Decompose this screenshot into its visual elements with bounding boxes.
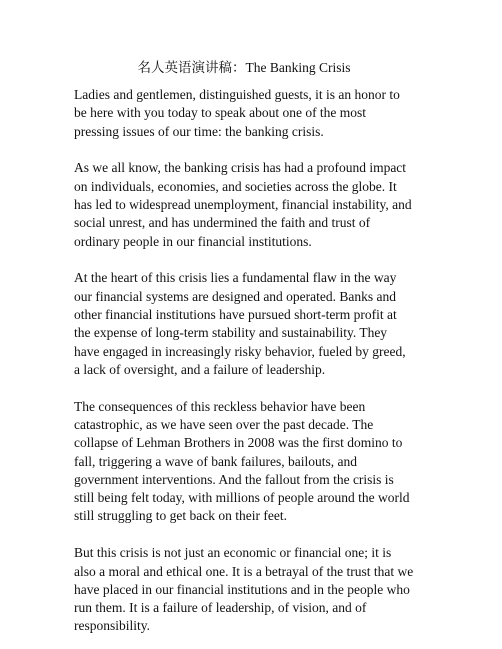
paragraph-1: Ladies and gentlemen, distinguished guests, it is an honor to be here with you today to speak about one of the most pressing issues of our time: the banking crisis. — [74, 87, 400, 139]
document-title: 名人英语演讲稿：The Banking Crisis — [137, 60, 351, 75]
paragraph-3: At the heart of this crisis lies a fundamental flaw in the way our financial systems are designed and operated. Banks and other financial institutions have pursued short-term profit at the expense of long-term stability and sustainability. They have engaged in increasingly risky behavior, fueled by greed, a lack of oversight, and a failure of leadership. — [74, 270, 406, 377]
paragraph-5: But this crisis is not just an economic or financial one; it is also a moral and ethical one. It is a betrayal of the trust that we have placed in our financial institutions and in the people who run them. It is a failure of leadership, of vision, and of responsibility. — [74, 545, 414, 634]
paragraph-2: As we all know, the banking crisis has had a profound impact on individuals, economies, and societies across the globe. It has led to widespread unemployment, financial instability, and social unrest, and has undermined the faith and trust of ordinary people in our financial institutions. — [74, 160, 412, 249]
paragraph-4: The consequences of this reckless behavior have been catastrophic, as we have seen over the past decade. The collapse of Lehman Brothers in 2008 was the first domino to fall, triggering a wave of bank failures, bailouts, and government interventions. And the fallout from the crisis is still being felt today, with millions of people around the world still struggling to get back on their feet. — [74, 398, 410, 524]
